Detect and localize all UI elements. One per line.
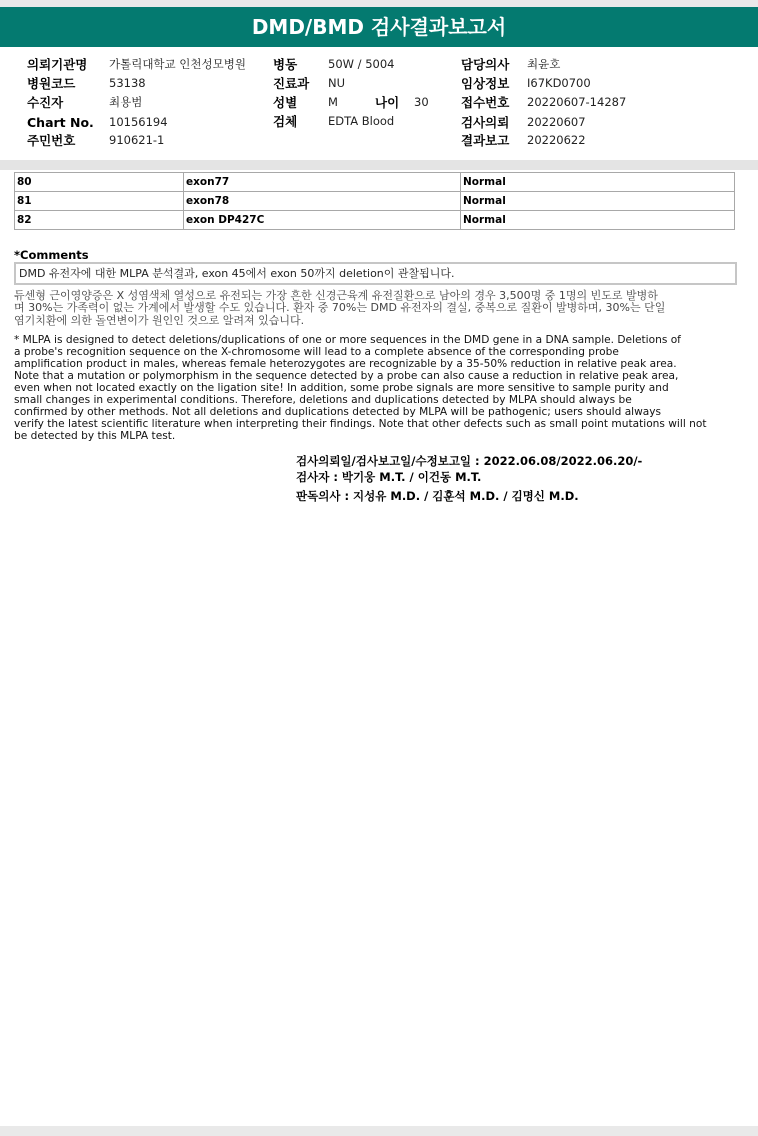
- result-cell: Normal: [461, 173, 735, 192]
- korean-description: [14, 290, 736, 327]
- patient-name-value: 최용범: [109, 95, 143, 109]
- text-line: a probe's recognition sequence on the X-chromosome will lead to a complete absence of the corresponding probe: [14, 345, 619, 358]
- request-date-value: 20220607: [527, 115, 586, 129]
- text-line: 듀센형 근이영양증은 X 성염색체 열성으로 유전되는 가장 흔한 신경근육계 유전질환으로 남아의 경우 3,500명 중 1명의 빈도로 발병하: [14, 289, 658, 302]
- chart-no-value: 10156194: [109, 115, 168, 129]
- text-line: 며 30%는 가족력이 없는 가계에서 발생할 수도 있습니다. 환자 중 70%는 DMD 유전자의 결실, 중복으로 질환이 발병하며, 30%는 단일: [14, 301, 666, 315]
- sex-value: M: [328, 95, 338, 109]
- accession-number-label: 접수번호: [461, 95, 510, 110]
- requesting-institution-label: 의뢰기관명: [27, 57, 88, 72]
- reading-doctors: 판독의사 : 지성유 M.D. / 김훈석 M.D. / 김명신 M.D.: [296, 489, 579, 503]
- text-line: small changes in experimental conditions. Therefore, deletions and duplications detected by MLPA should always be: [14, 393, 632, 406]
- text-line: even when not located exactly on the ligation site! In addition, some probe signals are more sensitive to sample purity and: [14, 381, 669, 394]
- testers: 검사자 : 박기웅 M.T. / 이건동 M.T.: [296, 470, 482, 484]
- exon-name-cell: exon DP427C: [184, 211, 461, 230]
- ward-value: 50W / 5004: [328, 57, 395, 71]
- probe-number-cell: 81: [15, 192, 184, 211]
- requesting-institution-value: 가톨릭대학교 인천성모병원: [109, 57, 246, 71]
- result-cell: Normal: [461, 192, 735, 211]
- request-date-label: 검사의뢰: [461, 115, 510, 130]
- result-comment-box: DMD 유전자에 대한 MLPA 분석결과, exon 45에서 exon 50까지 deletion이 관찰됩니다.: [14, 262, 737, 285]
- hospital-code-value: 53138: [109, 76, 146, 90]
- text-line: * MLPA is designed to detect deletions/duplications of one or more sequences in the DMD gene in a DNA sample. Deletions of: [14, 334, 681, 346]
- age-label: 나이: [375, 95, 400, 110]
- section-divider: [0, 160, 758, 170]
- report-dates: 검사의뢰일/검사보고일/수정보고일 : 2022.06.08/2022.06.20/-: [296, 454, 643, 468]
- resident-number-value: 910621-1: [109, 133, 165, 147]
- text-line: confirmed by other methods. Not all deletions and duplications detected by MLPA will be pathogenic; users should always: [14, 405, 662, 418]
- text-line: verify the latest scientific literature when interpreting their findings. Note that other defects such as small point mutations will not: [14, 417, 707, 430]
- attending-doctor-label: 담당의사: [461, 57, 510, 72]
- exon-results-table: [14, 172, 735, 230]
- clinical-info-label: 임상정보: [461, 76, 510, 91]
- table-row: [15, 211, 735, 230]
- text-line: 염기치환에 의한 돌연변이가 원인인 것으로 알려져 있습니다.: [14, 313, 305, 327]
- age-value: 30: [414, 95, 429, 109]
- patient-name-label: 수진자: [27, 95, 64, 110]
- result-cell: Normal: [461, 211, 735, 230]
- sex-label: 성별: [273, 95, 298, 110]
- department-value: NU: [328, 76, 346, 90]
- patient-info-section: [0, 52, 758, 157]
- specimen-label: 검체: [273, 114, 298, 129]
- accession-number-value: 20220607-14287: [527, 95, 627, 109]
- exon-name-cell: exon77: [184, 173, 461, 192]
- table-row: [15, 192, 735, 211]
- comments-heading: *Comments: [14, 248, 89, 262]
- ward-label: 병동: [273, 57, 298, 72]
- report-date-label: 결과보고: [461, 133, 510, 148]
- department-label: 진료과: [273, 76, 310, 91]
- exon-name-cell: exon78: [184, 192, 461, 211]
- report-title: DMD/BMD 검사결과보고서: [0, 7, 758, 47]
- clinical-info-value: I67KD0700: [527, 76, 591, 90]
- probe-number-cell: 80: [15, 173, 184, 192]
- text-line: amplification product in males, whereas female heterozygotes are recognizable by a 35-50% reduction in relative peak area.: [14, 357, 677, 370]
- chart-no-label: Chart No.: [27, 115, 94, 130]
- top-strip: [0, 0, 758, 7]
- bottom-strip: [0, 1126, 758, 1136]
- table-row: [15, 173, 735, 192]
- probe-number-cell: 82: [15, 211, 184, 230]
- text-line: Note that a mutation or polymorphism in the sequence detected by a probe can also cause a reduction in relative peak area,: [14, 369, 679, 382]
- attending-doctor-value: 최윤호: [527, 57, 561, 71]
- report-date-value: 20220622: [527, 133, 586, 147]
- resident-number-label: 주민번호: [27, 133, 76, 148]
- text-line: be detected by this MLPA test.: [14, 429, 176, 442]
- specimen-value: EDTA Blood: [328, 114, 395, 128]
- hospital-code-label: 병원코드: [27, 76, 76, 91]
- mlpa-disclaimer: [14, 335, 742, 443]
